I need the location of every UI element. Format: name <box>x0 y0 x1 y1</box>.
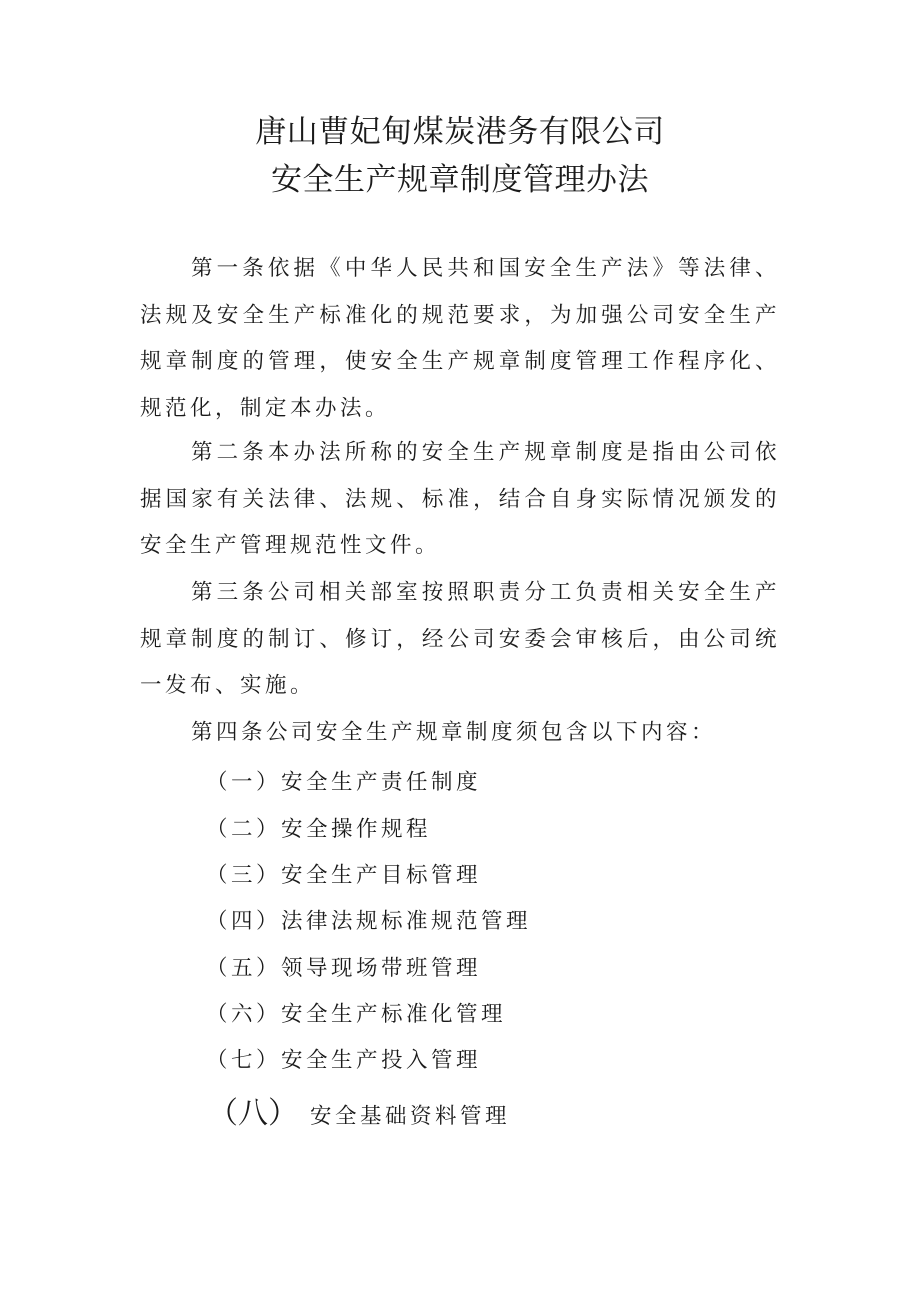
list-item-text: 安全基础资料管理 <box>310 1104 511 1129</box>
list-item: （七）安全生产投入管理 <box>206 1048 482 1073</box>
list-item: （六）安全生产标准化管理 <box>206 1002 507 1027</box>
list-item: （五）领导现场带班管理 <box>206 956 482 981</box>
document-title-regulation: 安全生产规章制度管理办法 <box>271 162 649 198</box>
article-1: 第一条依据《中华人民共和国安全生产法》等法律、法规及安全生产标准化的规范要求，为加强公司安全生产规章制度的管理，使安全生产规章制度管理工作程序化、规范化，制定本办法。 <box>140 256 780 421</box>
document-title-company: 唐山曹妃甸煤炭港务有限公司 <box>255 114 665 150</box>
article-2: 第二条本办法所称的安全生产规章制度是指由公司依据国家有关法律、法规、标准，结合自身实际情况颁发的安全生产管理规范性文件。 <box>140 440 780 558</box>
article-3: 第三条公司相关部室按照职责分工负责相关安全生产规章制度的制订、修订，经公司安委会审核后，由公司统一发布、实施。 <box>140 580 780 698</box>
list-item: （三）安全生产目标管理 <box>206 863 482 888</box>
list-item: （一）安全生产责任制度 <box>206 770 482 795</box>
article-4: 第四条公司安全生产规章制度须包含以下内容： <box>191 720 717 745</box>
list-item: （二）安全操作规程 <box>206 817 432 842</box>
list-item-last <box>208 1094 510 1137</box>
list-item-number: （八） <box>208 1096 298 1131</box>
list-item: （四）法律法规标准规范管理 <box>206 909 532 934</box>
